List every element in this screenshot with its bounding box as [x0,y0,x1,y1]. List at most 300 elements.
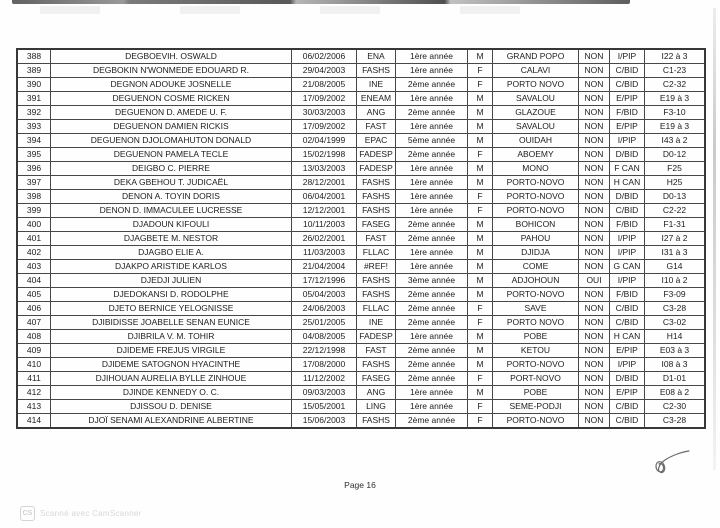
cell-number: 403 [17,260,51,274]
cell-number: 393 [17,120,51,134]
cell-number: 409 [17,344,51,358]
cell-year: 2ème année [396,372,468,386]
cell-name: DJIDEME SATOGNON HYACINTHE [51,358,292,372]
cell-city: PORTO-NOVO [493,414,579,429]
cell-city: PAHOU [493,232,579,246]
cell-name: DEGUENON PAMELA TECLE [51,148,292,162]
cell-boarder: NON [579,148,610,162]
cell-code: H CAN [610,176,645,190]
table-row [17,120,705,134]
page-number-label: Page 16 [344,480,376,490]
cell-code: C/BID [610,400,645,414]
cell-sex: M [468,120,493,134]
cell-birth-date: 06/04/2001 [292,190,357,204]
cell-room: E08 à 2 [645,386,706,400]
cell-name: DENON A. TOYIN DORIS [51,190,292,204]
cell-year: 1ère année [396,400,468,414]
cell-boarder: NON [579,358,610,372]
cell-code: D/BID [610,148,645,162]
cell-room: I10 à 2 [645,274,706,288]
cell-name: DEGUENON COSME RICKEN [51,92,292,106]
cell-number: 390 [17,78,51,92]
cell-room: C3-28 [645,302,706,316]
table-row [17,64,705,78]
cell-year: 5ème année [396,134,468,148]
cell-sex: F [468,78,493,92]
table-row [17,302,705,316]
cell-school: FASHS [357,176,396,190]
cell-year: 1ère année [396,162,468,176]
cell-room: E19 à 3 [645,120,706,134]
camscanner-text: Scanné avec CamScanner [40,509,142,518]
cell-boarder: OUI [579,274,610,288]
cell-birth-date: 05/04/2003 [292,288,357,302]
student-table-body [17,49,705,428]
cell-school: FASHS [357,64,396,78]
cell-city: POBE [493,386,579,400]
cell-year: 2ème année [396,358,468,372]
cell-code: I/PIP [610,49,645,64]
table-row [17,204,705,218]
cell-city: OUIDAH [493,134,579,148]
cell-school: ANG [357,386,396,400]
cell-boarder: NON [579,386,610,400]
table-row [17,148,705,162]
table-row [17,316,705,330]
cell-city: KETOU [493,344,579,358]
cell-name: DEGUENON DJOLOMAHUTON DONALD [51,134,292,148]
cell-sex: M [468,49,493,64]
cell-name: DEIGBO C. PIERRE [51,162,292,176]
cell-room: D0-13 [645,190,706,204]
table-row [17,92,705,106]
cell-school: FAST [357,120,396,134]
cell-sex: M [468,358,493,372]
cell-room: C2-32 [645,78,706,92]
cell-birth-date: 15/05/2001 [292,400,357,414]
cell-year: 2ème année [396,316,468,330]
cell-boarder: NON [579,246,610,260]
cell-boarder: NON [579,106,610,120]
cell-room: F1-31 [645,218,706,232]
cell-year: 2ème année [396,78,468,92]
cell-boarder: NON [579,288,610,302]
cell-name: DEKA GBEHOU T. JUDICAËL [51,176,292,190]
cell-code: C/BID [610,64,645,78]
cell-sex: M [468,162,493,176]
cell-school: #REF! [357,260,396,274]
cell-birth-date: 11/12/2002 [292,372,357,386]
scan-artifact-right-edge [713,8,716,470]
cell-boarder: NON [579,176,610,190]
cell-sex: M [468,274,493,288]
table-row [17,386,705,400]
cell-boarder: NON [579,190,610,204]
cell-school: FADESP [357,148,396,162]
cell-city: CALAVI [493,64,579,78]
cell-name: DENON D. IMMACULEE LUCRESSE [51,204,292,218]
cell-birth-date: 25/01/2005 [292,316,357,330]
cell-number: 392 [17,106,51,120]
table-row [17,246,705,260]
cell-room: C2-22 [645,204,706,218]
cell-school: FADESP [357,330,396,344]
cell-birth-date: 21/04/2004 [292,260,357,274]
cell-birth-date: 13/03/2003 [292,162,357,176]
cell-city: GLAZOUE [493,106,579,120]
cell-number: 402 [17,246,51,260]
scan-artifact-top-bar [12,0,630,4]
cell-year: 1ère année [396,330,468,344]
cell-code: D/BID [610,190,645,204]
cell-boarder: NON [579,414,610,429]
cell-code: D/BID [610,372,645,386]
cell-sex: M [468,176,493,190]
student-table [16,48,706,429]
table-row [17,218,705,232]
table-row [17,134,705,148]
cell-boarder: NON [579,64,610,78]
table-row [17,78,705,92]
cell-school: FAST [357,232,396,246]
cell-school: FASHS [357,358,396,372]
cell-number: 388 [17,49,51,64]
cell-school: FADESP [357,162,396,176]
cell-birth-date: 10/11/2003 [292,218,357,232]
cell-city: PORTO-NOVO [493,204,579,218]
cell-code: H CAN [610,330,645,344]
cell-city: PORTO-NOVO [493,176,579,190]
cell-boarder: NON [579,232,610,246]
cell-city: BOHICON [493,218,579,232]
cell-boarder: NON [579,204,610,218]
table-row [17,162,705,176]
cell-room: H25 [645,176,706,190]
camscanner-logo: CS [20,506,35,521]
cell-number: 406 [17,302,51,316]
cell-room: C3-02 [645,316,706,330]
cell-code: F/BID [610,218,645,232]
cell-birth-date: 04/08/2005 [292,330,357,344]
cell-year: 2ème année [396,148,468,162]
cell-code: F/BID [610,106,645,120]
cell-sex: M [468,92,493,106]
cell-sex: F [468,414,493,429]
cell-birth-date: 15/02/1998 [292,148,357,162]
cell-number: 389 [17,64,51,78]
cell-room: F3-09 [645,288,706,302]
cell-code: E/PIP [610,386,645,400]
cell-sex: F [468,148,493,162]
table-row [17,330,705,344]
cell-city: ADJOHOUN [493,274,579,288]
cell-code: I/PIP [610,134,645,148]
cell-code: C/BID [610,414,645,429]
table-row [17,400,705,414]
cell-school: ANG [357,106,396,120]
cell-room: C2-30 [645,400,706,414]
cell-boarder: NON [579,316,610,330]
cell-birth-date: 09/03/2003 [292,386,357,400]
cell-boarder: NON [579,330,610,344]
cell-number: 395 [17,148,51,162]
cell-room: I43 à 2 [645,134,706,148]
cell-city: PORTO NOVO [493,78,579,92]
cell-year: 1ère année [396,260,468,274]
cell-name: DJEDJI JULIEN [51,274,292,288]
cell-room: D1-01 [645,372,706,386]
cell-city: PORTO-NOVO [493,358,579,372]
cell-city: COME [493,260,579,274]
cell-year: 3ème année [396,274,468,288]
cell-number: 401 [17,232,51,246]
cell-year: 1ère année [396,386,468,400]
cell-sex: M [468,134,493,148]
cell-sex: M [468,260,493,274]
cell-name: DJIHOUAN AURELIA BYLLE ZINHOUE [51,372,292,386]
cell-sex: F [468,400,493,414]
cell-boarder: NON [579,49,610,64]
cell-school: FASHS [357,274,396,288]
cell-code: G CAN [610,260,645,274]
cell-boarder: NON [579,162,610,176]
cell-birth-date: 26/02/2001 [292,232,357,246]
cell-year: 2ème année [396,302,468,316]
cell-room: I22 à 3 [645,49,706,64]
cell-birth-date: 22/12/1998 [292,344,357,358]
cell-room: C3-28 [645,414,706,429]
cell-name: DEGNON ADOUKE JOSNELLE [51,78,292,92]
cell-number: 399 [17,204,51,218]
cell-birth-date: 28/12/2001 [292,176,357,190]
cell-birth-date: 15/06/2003 [292,414,357,429]
cell-birth-date: 24/06/2003 [292,302,357,316]
cell-boarder: NON [579,92,610,106]
cell-school: FASHS [357,288,396,302]
cell-birth-date: 29/04/2003 [292,64,357,78]
cell-birth-date: 17/08/2000 [292,358,357,372]
cell-boarder: NON [579,372,610,386]
cell-birth-date: 17/12/1996 [292,274,357,288]
cell-boarder: NON [579,302,610,316]
cell-city: GRAND POPO [493,49,579,64]
cell-code: I/PIP [610,246,645,260]
cell-code: F CAN [610,162,645,176]
scan-artifact-smudge [40,6,580,14]
cell-birth-date: 30/03/2003 [292,106,357,120]
cell-school: FASEG [357,372,396,386]
cell-boarder: NON [579,400,610,414]
cell-name: DJETO BERNICE YELOGNISSE [51,302,292,316]
cell-number: 411 [17,372,51,386]
cell-name: DJADOUN KIFOULI [51,218,292,232]
cell-school: FAST [357,344,396,358]
cell-year: 2ème année [396,106,468,120]
cell-number: 397 [17,176,51,190]
cell-sex: M [468,344,493,358]
table-row [17,358,705,372]
cell-room: G14 [645,260,706,274]
cell-year: 1ère année [396,204,468,218]
cell-year: 1ère année [396,64,468,78]
cell-code: E/PIP [610,92,645,106]
cell-school: FASEG [357,218,396,232]
cell-city: MONO [493,162,579,176]
cell-number: 414 [17,414,51,429]
cell-birth-date: 21/08/2005 [292,78,357,92]
cell-name: DEGUENON DAMIEN RICKIS [51,120,292,134]
cell-sex: F [468,190,493,204]
cell-room: F25 [645,162,706,176]
cell-room: E03 à 3 [645,344,706,358]
cell-city: SAVE [493,302,579,316]
cell-birth-date: 06/02/2006 [292,49,357,64]
cell-number: 405 [17,288,51,302]
cell-year: 1ère année [396,176,468,190]
cell-city: PORTO-NOVO [493,288,579,302]
cell-birth-date: 17/09/2002 [292,120,357,134]
cell-sex: F [468,316,493,330]
cell-name: DJINDE KENNEDY O. C. [51,386,292,400]
cell-sex: M [468,288,493,302]
cell-birth-date: 12/12/2001 [292,204,357,218]
cell-year: 2ème année [396,232,468,246]
cell-boarder: NON [579,344,610,358]
cell-sex: M [468,218,493,232]
cell-sex: M [468,232,493,246]
cell-boarder: NON [579,134,610,148]
cell-school: EPAC [357,134,396,148]
cell-sex: M [468,106,493,120]
table-row [17,344,705,358]
cell-room: I08 à 3 [645,358,706,372]
cell-name: DJOÏ SENAMI ALEXANDRINE ALBERTINE [51,414,292,429]
cell-name: DJIDEME FREJUS VIRGILE [51,344,292,358]
cell-birth-date: 17/09/2002 [292,92,357,106]
cell-name: DJIBIDISSE JOABELLE SENAN EUNICE [51,316,292,330]
camscanner-watermark [20,506,142,521]
cell-code: I/PIP [610,358,645,372]
signature-mark [645,448,691,483]
cell-room: I27 à 2 [645,232,706,246]
cell-number: 410 [17,358,51,372]
cell-year: 2ème année [396,288,468,302]
cell-name: DJAGBO ELIE A. [51,246,292,260]
cell-code: E/PIP [610,120,645,134]
cell-city: PORTO NOVO [493,316,579,330]
cell-school: LING [357,400,396,414]
cell-school: FASHS [357,190,396,204]
cell-school: INE [357,316,396,330]
cell-number: 394 [17,134,51,148]
cell-city: SEME-PODJI [493,400,579,414]
cell-city: DJIDJA [493,246,579,260]
cell-city: POBE [493,330,579,344]
cell-code: C/BID [610,316,645,330]
cell-code: C/BID [610,302,645,316]
cell-city: ABOEMY [493,148,579,162]
cell-room: I31 à 3 [645,246,706,260]
cell-name: DJIBRILA V. M. TOHIR [51,330,292,344]
cell-boarder: NON [579,260,610,274]
cell-sex: F [468,302,493,316]
cell-boarder: NON [579,120,610,134]
table-row [17,260,705,274]
cell-year: 2ème année [396,414,468,429]
cell-name: DJEDOKANSI D. RODOLPHE [51,288,292,302]
cell-name: DJISSOU D. DENISE [51,400,292,414]
cell-code: I/PIP [610,232,645,246]
cell-sex: M [468,386,493,400]
cell-number: 400 [17,218,51,232]
cell-number: 396 [17,162,51,176]
cell-year: 1ère année [396,49,468,64]
table-row [17,190,705,204]
cell-code: I/PIP [610,274,645,288]
cell-sex: M [468,246,493,260]
cell-name: DEGBOEVIH. OSWALD [51,49,292,64]
cell-name: DJAKPO ARISTIDE KARLOS [51,260,292,274]
cell-city: SAVALOU [493,92,579,106]
cell-year: 2ème année [396,218,468,232]
cell-school: FASHS [357,204,396,218]
cell-number: 398 [17,190,51,204]
cell-sex: F [468,204,493,218]
cell-name: DEGUENON D. AMEDE U. F. [51,106,292,120]
cell-number: 412 [17,386,51,400]
table-row [17,232,705,246]
table-row [17,372,705,386]
table-row [17,414,705,429]
cell-sex: F [468,372,493,386]
cell-school: INE [357,78,396,92]
cell-name: DJAGBETE M. NESTOR [51,232,292,246]
cell-room: D0-12 [645,148,706,162]
cell-school: FASHS [357,414,396,429]
table-row [17,106,705,120]
cell-name: DEGBOKIN N'WONMEDE EDOUARD R. [51,64,292,78]
cell-number: 404 [17,274,51,288]
cell-school: FLLAC [357,246,396,260]
cell-birth-date: 02/04/1999 [292,134,357,148]
table-row [17,49,705,64]
table-row [17,176,705,190]
cell-year: 1ère année [396,246,468,260]
table-row [17,274,705,288]
cell-year: 1ère année [396,190,468,204]
cell-boarder: NON [579,78,610,92]
table-row [17,288,705,302]
cell-number: 413 [17,400,51,414]
cell-room: E19 à 3 [645,92,706,106]
cell-year: 1ère année [396,120,468,134]
cell-boarder: NON [579,218,610,232]
cell-school: FLLAC [357,302,396,316]
cell-sex: M [468,330,493,344]
cell-sex: F [468,64,493,78]
cell-room: H14 [645,330,706,344]
cell-number: 408 [17,330,51,344]
cell-room: F3-10 [645,106,706,120]
cell-code: C/BID [610,204,645,218]
cell-school: ENA [357,49,396,64]
cell-city: PORT-NOVO [493,372,579,386]
cell-school: ENEAM [357,92,396,106]
cell-year: 1ère année [396,92,468,106]
cell-room: C1-23 [645,64,706,78]
cell-birth-date: 11/03/2003 [292,246,357,260]
cell-number: 391 [17,92,51,106]
